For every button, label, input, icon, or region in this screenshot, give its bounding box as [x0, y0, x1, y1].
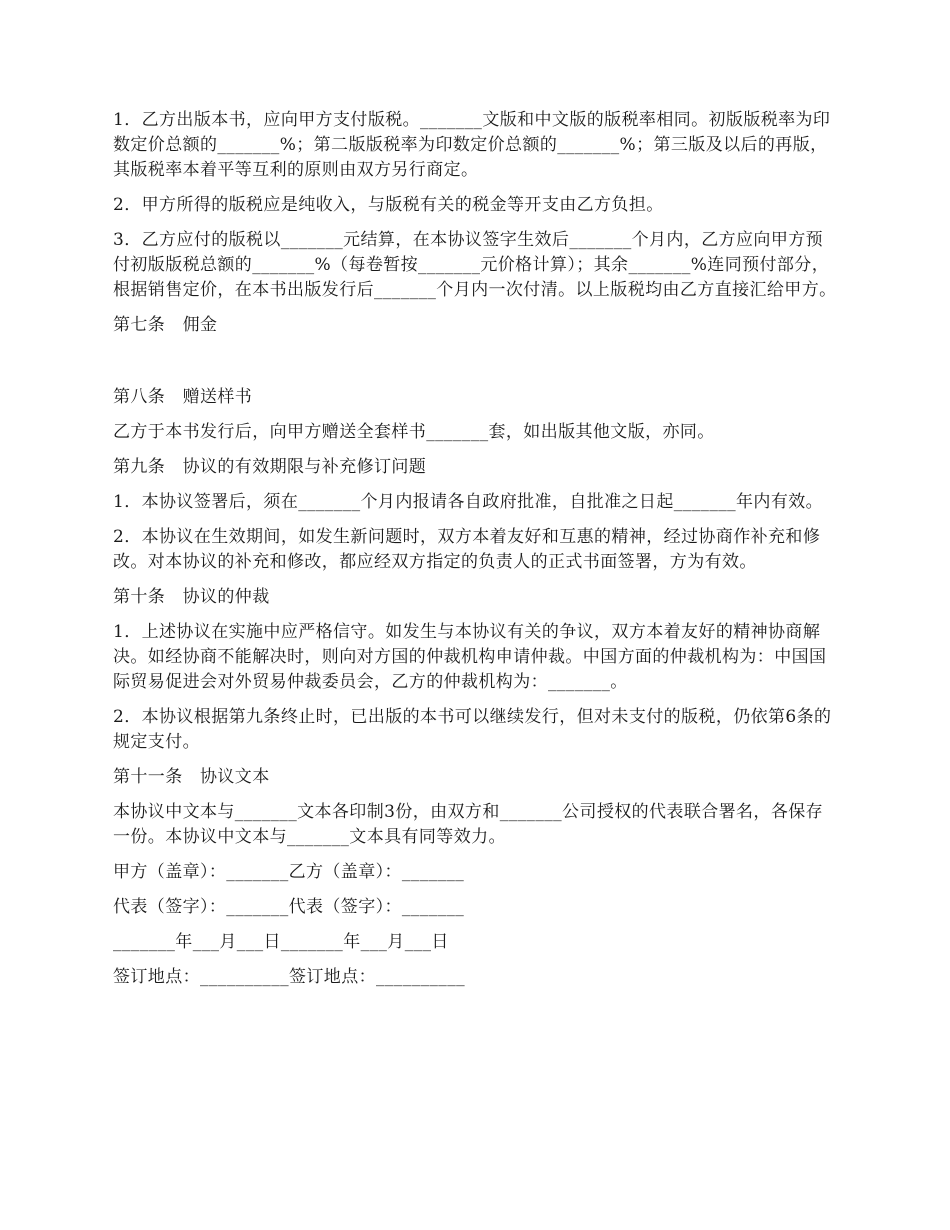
- article-9-clause-2: 2．本协议在生效期间，如发生新问题时，双方本着友好和互惠的精神，经过协商作补充和修改。对本协议的补充和修改，都应经双方指定的负责人的正式书面签署，方为有效。: [113, 527, 821, 572]
- signing-place-line: 签订地点：__________签订地点：__________: [113, 967, 465, 987]
- article-10-clause-2: 2．本协议根据第九条终止时，已出版的本书可以继续发行，但对未支付的版税，仍依第6条的规定支付。: [113, 707, 832, 752]
- representative-line: 代表（签字）：_______代表（签字）：_______: [113, 897, 465, 917]
- article-11-clause: 本协议中文本与_______文本各印制3份，由双方和_______公司授权的代表联合署名，各保存一份。本协议中文本与_______文本具有同等效力。: [113, 802, 824, 847]
- date-line: _______年___月___日_______年___月___日: [113, 932, 449, 952]
- article-8-clause: 乙方于本书发行后，向甲方赠送全套样书_______套，如出版其他文版，亦同。: [113, 422, 715, 442]
- royalty-clause-1: 1．乙方出版本书，应向甲方支付版税。_______文版和中文版的版税率相同。初版版税率为印数定价总额的_______%；第二版版税率为印数定价总额的_______%；第三版及以后的再版，其版税率本着平等互利的原则由双方另行商定。: [113, 110, 831, 180]
- royalty-clause-2: 2．甲方所得的版税应是纯收入，与版税有关的税金等开支由乙方负担。: [113, 195, 664, 215]
- article-10-heading: 第十条 协议的仲裁: [113, 587, 270, 607]
- blank-spacer: [113, 348, 837, 385]
- seal-line: 甲方（盖章）：_______乙方（盖章）：_______: [113, 862, 465, 882]
- article-10-clause-1: 1．上述协议在实施中应严格信守。如发生与本协议有关的争议，双方本着友好的精神协商解决。如经协商不能解决时，则向对方国的仲裁机构申请仲裁。中国方面的仲裁机构为：中国国际贸易促进会对外贸易仲裁委员会，乙方的仲裁机构为：_______。: [113, 622, 827, 692]
- royalty-clause-3: 3．乙方应付的版税以_______元结算，在本协议签字生效后_______个月内，乙方应向甲方预付初版版税总额的_______%（每卷暂按_______元价格计算）；其余_______%连同预付部分，根据销售定价，在本书出版发行后_______个月内一次付清。以上版税均由乙方直接汇给甲方。: [113, 230, 837, 300]
- article-11-heading: 第十一条 协议文本: [113, 767, 270, 787]
- article-9-clause-1: 1．本协议签署后，须在_______个月内报请各自政府批准，自批准之日起_______年内有效。: [113, 492, 824, 512]
- article-9-heading: 第九条 协议的有效期限与补充修订问题: [113, 457, 427, 477]
- article-7-heading: 第七条 佣金: [113, 315, 218, 335]
- contract-document: [113, 108, 837, 1000]
- article-8-heading: 第八条 赠送样书: [113, 387, 253, 407]
